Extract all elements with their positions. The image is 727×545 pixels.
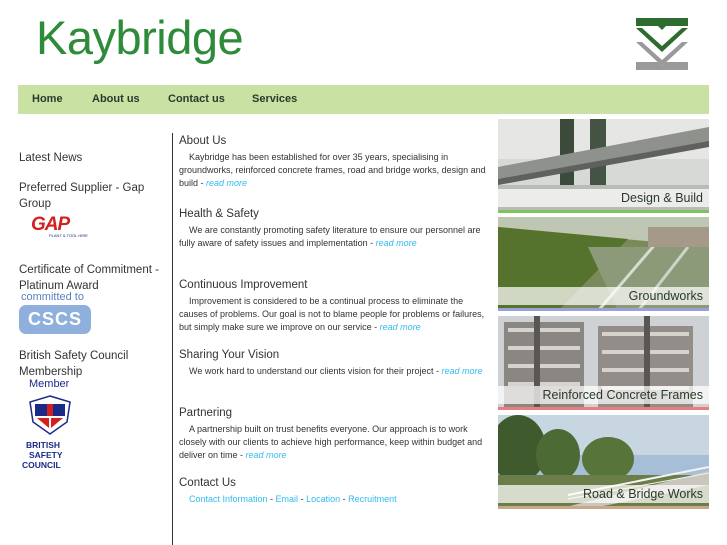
continuous-improvement-text: Improvement is considered to be a continual process to eliminate the causes of problems. Our goal is not to blame people for problems or failures, but simply make sure we improve on our service - [179,296,485,332]
continuous-improvement-body [179,295,487,334]
contact-separator: - [340,494,349,504]
cscs-badge-text: CSCS [27,309,82,329]
partnering-text: A partnership built on trust benefits everyone. Our approach is to work closely with our clients to achieve high performance, keep within budget and deliver on time - [179,424,483,460]
partnering-body [179,423,487,462]
panel-design-build[interactable] [498,119,709,213]
bsc-name-line-1: BRITISH [26,440,60,450]
reinforced-concrete-label: Reinforced Concrete Frames [542,388,703,402]
contact-separator: - [267,494,276,504]
contact-separator: - [298,494,307,504]
panel-groundworks[interactable] [498,217,709,311]
health-safety-section [179,207,487,250]
cscs-committed-text: committed to [21,291,84,303]
bsc-membership-text: British Safety Council Membership [19,350,129,378]
bsc-name-line-2: SAFETY [29,450,63,460]
groundworks-label: Groundworks [628,289,703,303]
panel-reinforced-concrete[interactable] [498,316,709,410]
sharing-vision-section [179,348,487,378]
nav-home[interactable]: Home [32,93,63,105]
bsc-shield-icon [25,392,75,436]
continuous-improvement-read-more[interactable]: read more [379,322,421,332]
location-link[interactable]: Location [306,494,341,504]
health-safety-title: Health & Safety [179,208,259,220]
main-navbar [18,85,709,114]
about-us-read-more[interactable]: read more [206,178,248,188]
gap-group-logo[interactable] [29,214,91,242]
sharing-vision-read-more[interactable]: read more [441,366,483,376]
about-us-text: Kaybridge has been established for over 35 years, specialising in groundworks, reinforced concrete frames, road and bridge works, design and build - [179,152,486,188]
about-us-title: About Us [179,135,227,147]
nav-services[interactable]: Services [252,93,298,105]
panel-road-bridge[interactable] [498,415,709,509]
contact-information-link[interactable]: Contact Information [189,494,268,504]
contact-us-section [179,476,487,506]
continuous-improvement-title: Continuous Improvement [179,279,308,291]
partnering-read-more[interactable]: read more [245,450,287,460]
design-build-accent [498,210,709,213]
design-build-label: Design & Build [621,191,703,205]
site-logo-text[interactable]: Kaybridge [36,11,244,64]
gap-logo-text: GAP [31,214,70,235]
contact-links [179,493,487,506]
partnering-section [179,406,487,462]
column-divider [172,133,173,545]
sharing-vision-text: We work hard to understand our clients vision for their project - [189,366,442,376]
bsc-member-text: Member [29,378,70,390]
road-bridge-accent [498,506,709,509]
preferred-supplier-text: Preferred Supplier - Gap Group [19,182,145,210]
cscs-badge [19,305,91,334]
cscs-logo[interactable] [19,293,93,335]
sharing-vision-title: Sharing Your Vision [179,349,280,361]
health-safety-text: We are constantly promoting safety literature to ensure our personnel are fully aware of safety issues and implementation - [179,225,481,248]
nav-contact-us[interactable]: Contact us [168,93,225,105]
health-safety-body [179,224,487,250]
certificate-text: Certificate of Commitment - Platinum Award [19,264,159,292]
about-us-section [179,134,487,190]
partnering-title: Partnering [179,407,233,419]
groundworks-accent [498,308,709,311]
nav-about-us[interactable]: About us [92,93,140,105]
reinforced-concrete-accent [498,407,709,410]
contact-us-title: Contact Us [179,477,236,489]
health-safety-read-more[interactable]: read more [375,238,417,248]
continuous-improvement-section [179,278,487,334]
email-link[interactable]: Email [275,494,299,504]
latest-news-link[interactable]: Latest News [19,152,83,164]
gap-logo-subtext: PLANT & TOOL HIRE [49,233,88,238]
bsc-name-line-3: COUNCIL [22,460,61,470]
bsc-logo[interactable] [23,378,79,474]
sharing-vision-body [179,365,487,378]
recruitment-link[interactable]: Recruitment [348,494,397,504]
road-bridge-label: Road & Bridge Works [583,487,703,501]
about-us-body [179,151,487,190]
kaybridge-logo-icon[interactable] [634,16,690,72]
